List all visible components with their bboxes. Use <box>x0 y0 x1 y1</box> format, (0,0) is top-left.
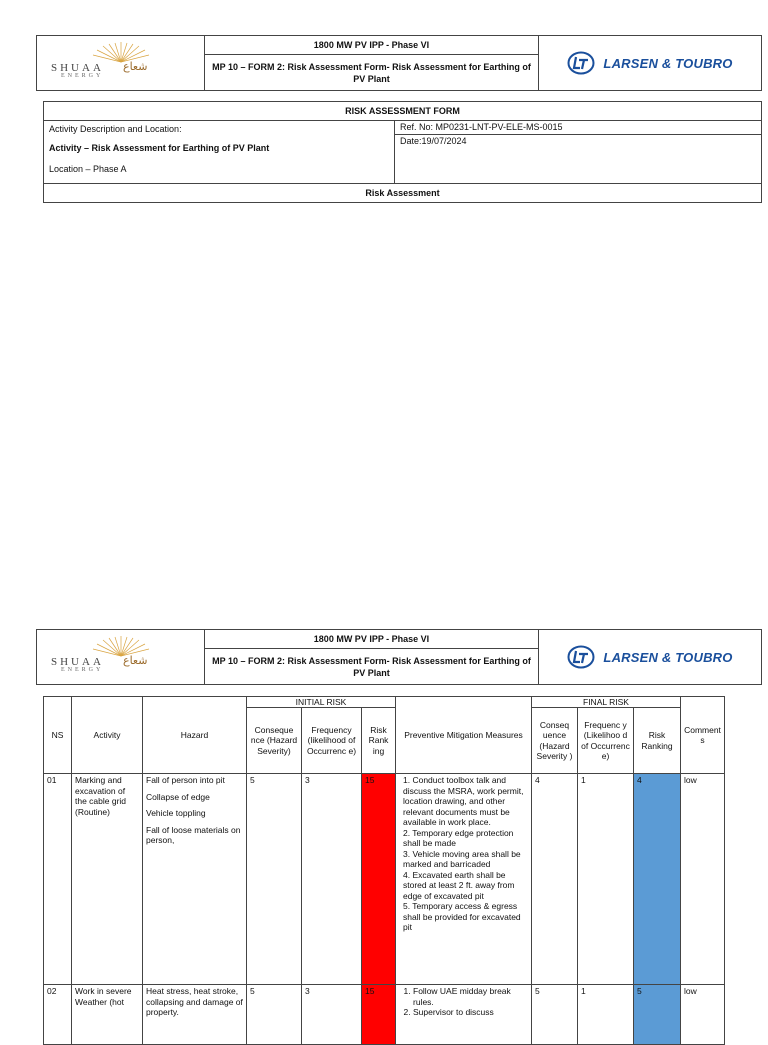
activity-description: Activity – Risk Assessment for Earthing of PV Plant <box>49 143 270 153</box>
mitigation-item: 1. Follow UAE midday break rules. <box>413 986 528 1007</box>
lt-logo <box>539 36 761 90</box>
col-consequence: Conseque nce (Hazard Severity) <box>247 708 302 774</box>
col-activity: Activity <box>72 697 143 774</box>
row-final-frequency: 1 <box>578 774 634 985</box>
lt-wordmark: LARSEN & TOUBRO <box>603 649 733 665</box>
mitigation-item: 2. Supervisor to discuss <box>413 1007 528 1018</box>
hazard-item: Collapse of edge <box>146 791 210 802</box>
row-mitigation <box>396 985 532 1045</box>
row-comments: low <box>681 985 725 1045</box>
row-frequency: 3 <box>302 985 362 1045</box>
col-final-consequence: Conseq uence (Hazard Severity ) <box>532 708 578 774</box>
row-mitigation: 1. Conduct toolbox talk and discuss the MSRA, work permit, location drawing, and other relevant documents must be available in work place. 2. Temporary edge protection shall be made 3. Vehicle moving area shall be marked and barricaded 4. Excavated earth shall be stored at least 2 ft. away from edge of excavated pit 5. Temporary access & egress shall be provided for excavated pit <box>396 774 532 985</box>
col-hazard: Hazard <box>143 697 247 774</box>
section-heading: Risk Assessment <box>365 188 440 198</box>
logo-subtitle: ENERGY <box>61 73 104 79</box>
hazard-item: Fall of loose materials on person, <box>146 824 241 845</box>
form-heading: RISK ASSESSMENT FORM <box>44 102 761 121</box>
row-final-risk: 5 <box>634 985 681 1045</box>
form-title: MP 10 – FORM 2: Risk Assessment Form- Risk Assessment for Earthing of PV Plant <box>212 655 531 678</box>
row-risk-rank: 15 <box>362 985 396 1045</box>
col-risk-rank: Risk Rank ing <box>362 708 396 774</box>
hazard-item: Vehicle toppling <box>146 808 206 818</box>
hazard-item: Heat stress, heat stroke, collapsing and damage of property. <box>146 986 243 1017</box>
lt-wordmark: LARSEN & TOUBRO <box>603 55 733 71</box>
logo-arabic: شعاع <box>123 654 148 667</box>
reference-number: Ref. No: MP0231-LNT-PV-ELE-MS-0015 <box>395 121 761 135</box>
project-title: 1800 MW PV IPP - Phase VI <box>205 36 538 55</box>
shuaa-energy-logo <box>37 630 205 684</box>
col-comments: Comment s <box>681 697 725 774</box>
row-hazards <box>143 774 247 985</box>
table-row <box>44 774 725 985</box>
logo-arabic: شعاع <box>123 60 148 73</box>
row-final-frequency: 1 <box>578 985 634 1045</box>
table-row <box>44 985 725 1045</box>
hazard-item: Fall of person into pit <box>146 775 225 785</box>
form-date: Date:19/07/2024 <box>400 136 467 146</box>
row-hazards <box>143 985 247 1045</box>
row-risk-rank: 15 <box>362 774 396 985</box>
col-final-risk: Risk Ranking <box>634 708 681 774</box>
shuaa-energy-logo <box>37 36 205 90</box>
row-activity: Marking and excavation of the cable grid (Routine) <box>72 774 143 985</box>
row-final-consequence: 4 <box>532 774 578 985</box>
activity-label: Activity Description and Location: <box>49 124 182 134</box>
row-frequency: 3 <box>302 774 362 985</box>
row-final-risk: 4 <box>634 774 681 985</box>
row-ns: 01 <box>44 774 72 985</box>
col-mitigation: Preventive Mitigation Measures <box>396 697 532 774</box>
lt-logo <box>539 630 761 684</box>
location: Location – Phase A <box>49 164 127 174</box>
risk-assessment-form <box>43 101 762 203</box>
logo-wordmark: SHUAA <box>51 62 104 74</box>
row-consequence: 5 <box>247 985 302 1045</box>
lt-emblem-icon <box>567 51 595 75</box>
document-header <box>36 35 762 91</box>
col-frequency: Frequency (likelihood of Occurrenc e) <box>302 708 362 774</box>
logo-wordmark: SHUAA <box>51 656 104 668</box>
lt-emblem-icon <box>567 645 595 669</box>
row-comments: low <box>681 774 725 985</box>
col-final-frequency: Frequenc y (Likelihoo d of Occurrenc e) <box>578 708 634 774</box>
initial-risk-group: INITIAL RISK <box>247 697 396 708</box>
document-header <box>36 629 762 685</box>
row-ns: 02 <box>44 985 72 1045</box>
row-activity: Work in severe Weather (hot <box>72 985 143 1045</box>
col-ns: NS <box>44 697 72 774</box>
risk-table <box>43 696 725 1045</box>
row-consequence: 5 <box>247 774 302 985</box>
project-title: 1800 MW PV IPP - Phase VI <box>205 630 538 649</box>
final-risk-group: FINAL RISK <box>532 697 681 708</box>
row-final-consequence: 5 <box>532 985 578 1045</box>
logo-subtitle: ENERGY <box>61 667 104 673</box>
form-title: MP 10 – FORM 2: Risk Assessment Form- Risk Assessment for Earthing of PV Plant <box>212 61 531 84</box>
